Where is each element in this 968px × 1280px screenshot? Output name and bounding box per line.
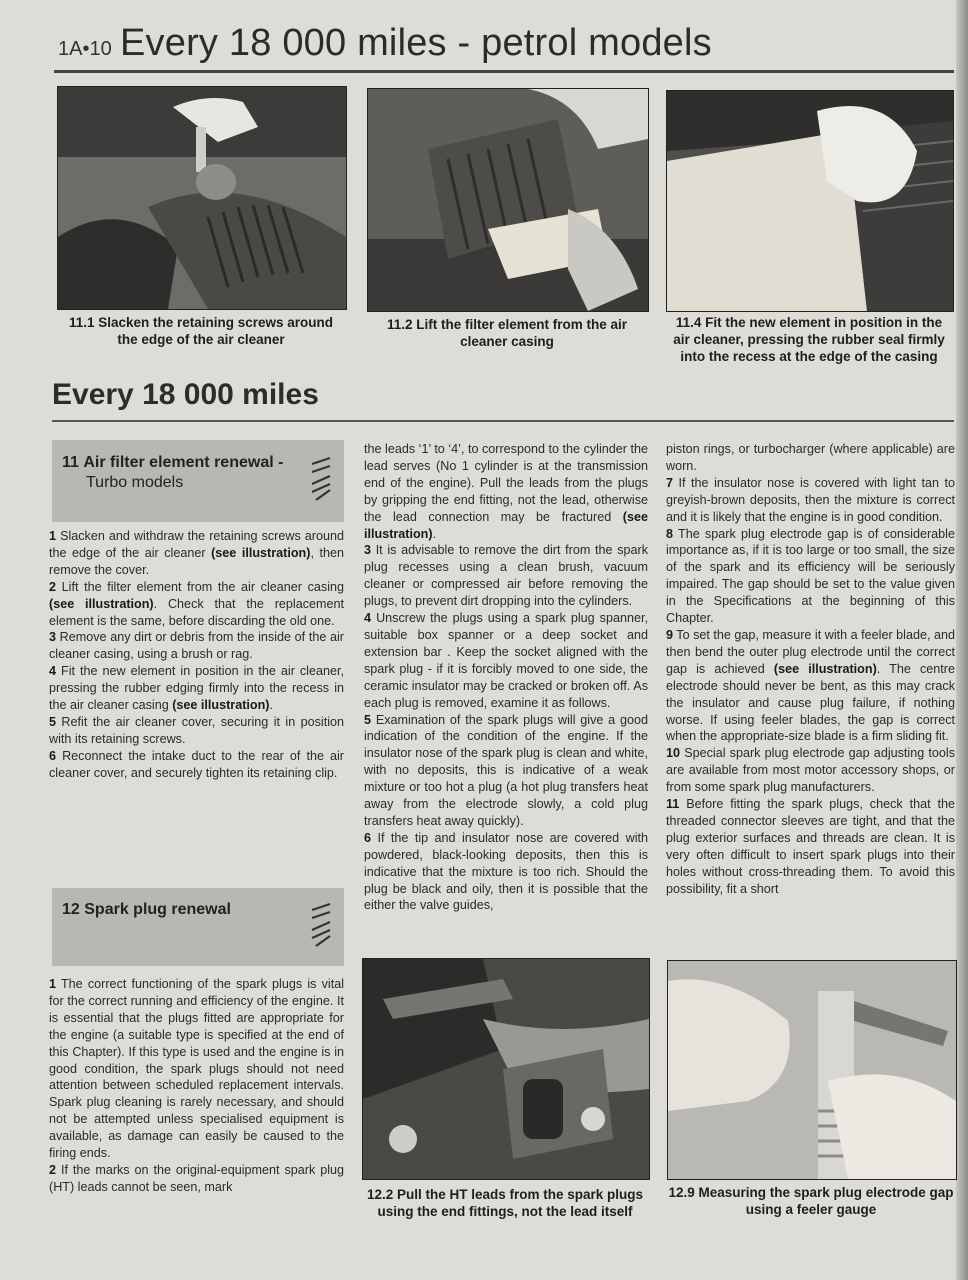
task-12-number: 12 [62, 901, 80, 918]
task-12-heading-box [52, 888, 344, 966]
paragraph-12-7: 7 If the insulator nose is covered with light tan to greyish-brown deposits, then the mixture is correct and it is likely that the engine is in good condition. [666, 475, 955, 524]
paragraph-11-1: 1 Slacken and withdraw the retaining screws around the edge of the air cleaner (see illustration), then remove the cover. [49, 529, 345, 577]
photo-caption-11-2: 11.2 Lift the filter element from the air cleaner casing [386, 317, 628, 349]
spanner-difficulty-icon [306, 454, 336, 506]
photo-caption-12-2: 12.2 Pull the HT leads from the spark plugs using the end fittings, not the lead itself [366, 1187, 644, 1219]
paragraph-12-9: 9 To set the gap, measure it with a feeler blade, and then bend the outer plug electrode until the correct gap is achieved (see illustration). The centre electrode should never be bent, as this may crack the insulator and cause plug failure, if nothing worse. If using feeler blades, the gap is correct when the appropriate-size blade is a firm sliding fit. [666, 627, 955, 744]
task-11-title [62, 453, 283, 493]
paragraph-12-2: 2 If the marks on the original-equipment spark plug (HT) leads cannot be seen, mark [49, 1162, 344, 1194]
paragraph-12-1: 1 The correct functioning of the spark plugs is vital for the correct running and efficiency of the engine. It is essential that the plugs fitted are appropriate for the engine (a suitable type is specified at the end of this Chapter). If this type is used and the engine is in good condition, the spark plugs should not need attention between scheduled replacement intervals. Spark plug cleaning is rarely necessary, and should not be attempted unless specialised equipment is available, as damage can easily be caused to the firing ends. [49, 977, 344, 1161]
paragraph-12-3: 3 It is advisable to remove the dirt from the spark plug recesses using a clean brush, vacuum cleaner or compressed air before removing the plugs, to prevent dirt dropping into the cylinders. [364, 543, 648, 609]
paragraph-11-5: 5 Refit the air cleaner cover, securing it in position with its retaining screws. [49, 714, 345, 746]
feeler-gauge-photo [667, 960, 957, 1180]
photo-caption-12-9: 12.9 Measuring the spark plug electrode gap using a feeler gauge [668, 1185, 954, 1217]
task-12-title-text: Spark plug renewal [84, 901, 231, 918]
ht-leads-photo [362, 958, 650, 1180]
page-reference: 1A•10 [58, 38, 112, 60]
task-11-title-text: Air filter element renewal - [83, 454, 284, 471]
paragraph-12-6-continued: piston rings, or turbocharger (where applicable) are worn. [666, 442, 955, 473]
paragraph-12-8: 8 The spark plug electrode gap is of considerable importance as, if it is too large or too small, the size of the spark and its efficiency will be seriously impaired. The gap should be set to the value given in the Specifications at the beginning of this Chapter. [666, 526, 955, 626]
spanner-difficulty-icon [306, 900, 336, 952]
page-title: Every 18 000 miles - petrol models [120, 22, 712, 64]
column-1-task-12-text [49, 976, 344, 1196]
photo-caption-11-4: 11.4 Fit the new element in position in the air cleaner, pressing the rubber seal firmly into the recess at the edge of the casing [673, 315, 945, 364]
page-header [54, 22, 954, 72]
task-12-title [62, 900, 231, 920]
header-rule [54, 70, 954, 73]
paragraph-12-10: 10 Special spark plug electrode gap adjusting tools are available from most motor accessory shops, or from some spark plug manufacturers. [666, 746, 955, 795]
section-rule [52, 420, 954, 422]
task-11-heading-box [52, 440, 344, 522]
paragraph-11-4: 4 Fit the new element in position in the air cleaner, pressing the rubber edging firmly into the recess in the air cleaner casing (see illustration). [49, 664, 344, 713]
photo-caption-11-1: 11.1 Slacken the retaining screws around the edge of the air cleaner [68, 315, 334, 347]
engine-air-cleaner-photo [57, 86, 347, 310]
paragraph-11-6: 6 Reconnect the intake duct to the rear of the air cleaner cover, and securely tighten its retaining clip. [49, 748, 344, 780]
column-2-text [364, 441, 648, 914]
page-edge-shadow [956, 0, 968, 1280]
column-3-text [666, 441, 955, 897]
paragraph-12-6: 6 If the tip and insulator nose are covered with powdered, black-looking deposits, then this is indicative that the mixture is too rich. Should the plug be black and oily, then it is possible that the either the valve guides, [364, 830, 649, 913]
paragraph-11-3: 3 Remove any dirt or debris from the inside of the air cleaner casing, using a brush or rag. [49, 630, 344, 662]
column-1-task-11-text [49, 528, 344, 782]
section-heading: Every 18 000 miles [52, 378, 319, 411]
paragraph-12-11: 11 Before fitting the spark plugs, check that the threaded connector sleeves are tight, and that the plug exterior surfaces and threads are clean. It is very often difficult to insert spark plugs into their holes without cross-threading them. To avoid this possibility, fit a short [666, 797, 956, 896]
paragraph-12-2-continued: the leads ‘1’ to ‘4’, to correspond to the cylinder the lead serves (No 1 cylinder is at the transmission end of the engine). Pull the leads from the plugs by gripping the end fitting, not the lead, otherwise the lead connection may be fractured (see illustration). [364, 442, 648, 541]
task-11-number: 11 [62, 454, 79, 471]
paragraph-12-4: 4 Unscrew the plugs using a spark plug spanner, suitable box spanner or a deep socket and extension bar . Keep the socket aligned with the spark plug - if it is forcibly moved to one side, the ceramic insulator may be cracked or broken off. As each plug is removed, examine it as follows. [364, 611, 649, 710]
filter-fitting-photo [666, 90, 954, 312]
filter-removal-photo [367, 88, 649, 312]
task-11-subtitle: Turbo models [86, 474, 184, 491]
paragraph-12-5: 5 Examination of the spark plugs will give a good indication of the condition of the engine. If the insulator nose of the spark plug is clean and white, with no deposits, this is indicative of a weak mixture or too hot a plug (a hot plug transfers heat away from the electrode slowly, a cold plug transfers heat away quickly). [364, 712, 648, 828]
paragraph-11-2: 2 Lift the filter element from the air cleaner casing (see illustration). Check that the replacement element is the same, before discarding the old one. [49, 579, 345, 628]
